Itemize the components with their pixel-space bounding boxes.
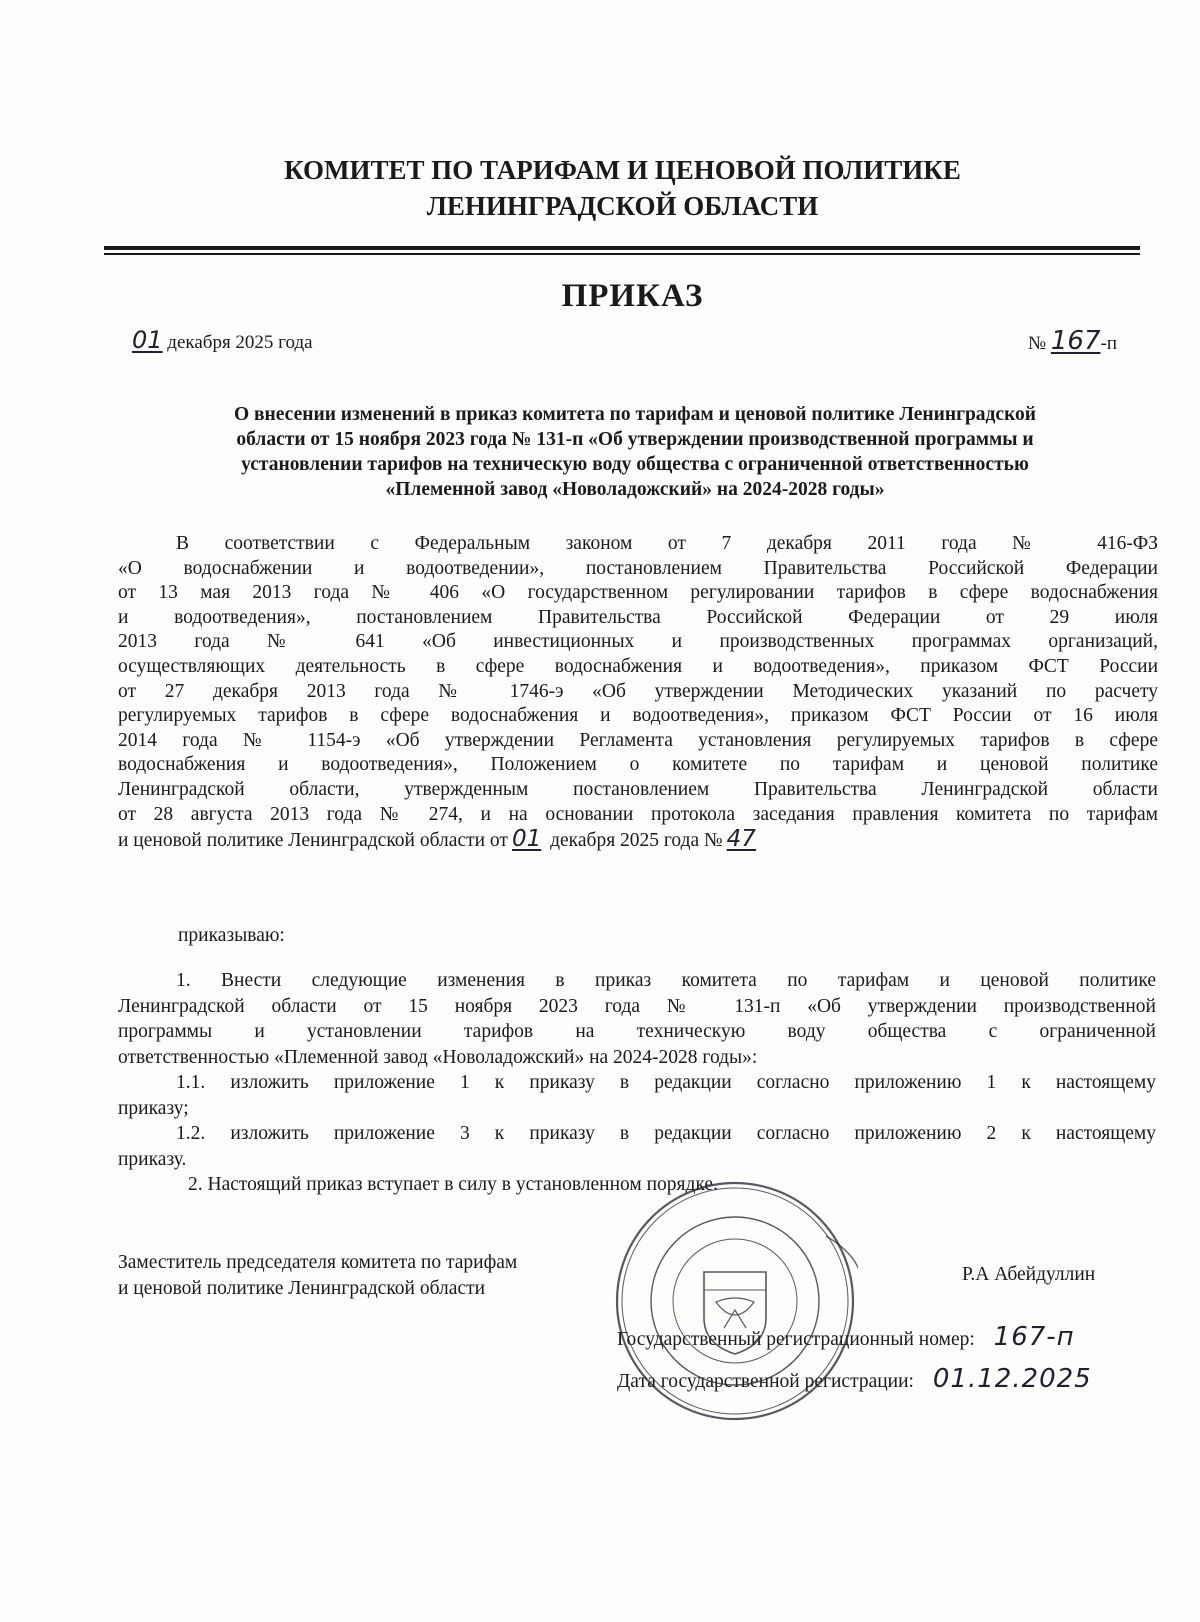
registration-block [617, 1322, 1092, 1406]
header-rule-thin [104, 253, 1140, 255]
preamble-line: и водоотведения», постановлением Правительства Российской Федерации от 29 июля [118, 606, 1158, 628]
preamble-line: 2013 года № 641 «Об инвестиционных и производственных программах организаций, [118, 631, 1158, 653]
preamble-last-line-middle: декабря 2025 года № [550, 830, 723, 852]
point-1-2-line: 1.2. изложить приложение 3 к приказу в редакции согласно приложению 2 к настоящему [176, 1123, 1156, 1144]
registration-number-label: Государственный регистрационный номер: [617, 1329, 975, 1350]
subject-line: «Племенной завод «Новоладожский» на 2024-2028 годы» [385, 479, 885, 500]
document-type-title: ПРИКАЗ [561, 278, 704, 314]
registration-date-label: Дата государственной регистрации: [617, 1371, 914, 1392]
point-1-last-line: ответственностью «Племенной завод «Новоладожский» на 2024-2028 годы»: [118, 1046, 758, 1068]
subject-line: О внесении изменений в приказ комитета по тарифам и ценовой политике Ленинградской [233, 404, 1037, 425]
preamble-line: регулируемых тарифов в сфере водоснабжения и водоотведения», приказом ФСТ России от 16 июля [118, 705, 1158, 727]
handwritten-registration-date: 01.12.2025 [932, 1364, 1092, 1394]
preamble-line: «О водоснабжении и водоотведении», постановлением Правительства Российской Федерации [118, 557, 1158, 579]
number-suffix: -п [1100, 333, 1117, 354]
handwritten-protocol-day: 01 [511, 826, 542, 853]
preamble-line: от 13 мая 2013 года № 406 «О государственном регулировании тарифов в сфере водоснабжения [118, 582, 1158, 604]
handwritten-date-day: 01 [132, 326, 163, 354]
handwritten-number: 167 [1050, 326, 1101, 356]
preamble-last-line-start: и ценовой политике Ленинградской области от [118, 830, 508, 852]
document-date [132, 326, 313, 354]
point-2: 2. Настоящий приказ вступает в силу в установленном порядке. [188, 1174, 718, 1195]
point-1-line: Ленинградской области от 15 ноября 2023 года № 131-п «Об утверждении производственной [118, 995, 1156, 1017]
preamble-line: осуществляющих деятельность в сфере водоснабжения и водоотведения», приказом ФСТ России [118, 655, 1158, 677]
number-prefix: № [1027, 333, 1047, 354]
document-number [1028, 326, 1117, 356]
organization-title-line1: КОМИТЕТ ПО ТАРИФАМ И ЦЕНОВОЙ ПОЛИТИКЕ [284, 155, 961, 185]
preamble-line: от 27 декабря 2013 года № 1746-э «Об утверждении Методических указаний по расчету [118, 680, 1158, 702]
signatory-position-line1: Заместитель председателя комитета по тарифам [118, 1252, 518, 1273]
handwritten-registration-number: 167-п [993, 1322, 1075, 1352]
handwritten-protocol-number: 47 [726, 826, 756, 853]
subject-line: установлении тарифов на техническую воду общества с ограниченной ответственностью [241, 454, 1029, 475]
registration-number-row [617, 1322, 1092, 1364]
signatory-position [118, 1250, 517, 1302]
point-1-2-last-line: приказу. [118, 1148, 187, 1170]
preamble-line: В соответствии с Федеральным законом от 7 декабря 2011 года № 416-ФЗ [176, 533, 1158, 554]
preamble-paragraph [118, 532, 1158, 854]
orders-word: приказываю: [178, 925, 285, 946]
date-rest: декабря 2025 года [167, 332, 313, 353]
signatory-name: Р.А Абейдуллин [962, 1264, 1096, 1285]
preamble-line: Ленинградской области, утвержденным постановлением Правительства Ленинградской области [118, 778, 1158, 800]
point-1-1-line: 1.1. изложить приложение 1 к приказу в редакции согласно приложению 1 к настоящему [176, 1072, 1156, 1093]
preamble-line: водоснабжения и водоотведения», Положением о комитете по тарифам и ценовой политике [118, 754, 1158, 776]
point-1-1-last-line: приказу; [118, 1097, 189, 1119]
header-rule-thick [104, 246, 1140, 250]
subject-line: области от 15 ноября 2023 года № 131-п «Об утверждении производственной программы и [236, 429, 1034, 450]
order-points [118, 968, 1156, 1198]
organization-title-line2: ЛЕНИНГРАДСКОЙ ОБЛАСТИ [426, 191, 819, 221]
point-1-line: программы и установлении тарифов на техническую воду общества с ограниченной [118, 1021, 1156, 1042]
signatory-position-line2: и ценовой политике Ленинградской области [118, 1278, 486, 1299]
preamble-line: от 28 августа 2013 года № 274, и на основании протокола заседания правления комитета по тарифам [118, 803, 1158, 825]
preamble-line: 2014 года № 1154-э «Об утверждении Регламента установления регулируемых тарифов в сфере [118, 729, 1158, 751]
preamble-last-line [118, 827, 1158, 854]
point-1-line: 1. Внести следующие изменения в приказ комитета по тарифам и ценовой политике [176, 970, 1156, 991]
registration-date-row [617, 1364, 1092, 1406]
document-subject [110, 402, 1160, 502]
organization-title [0, 152, 1200, 224]
